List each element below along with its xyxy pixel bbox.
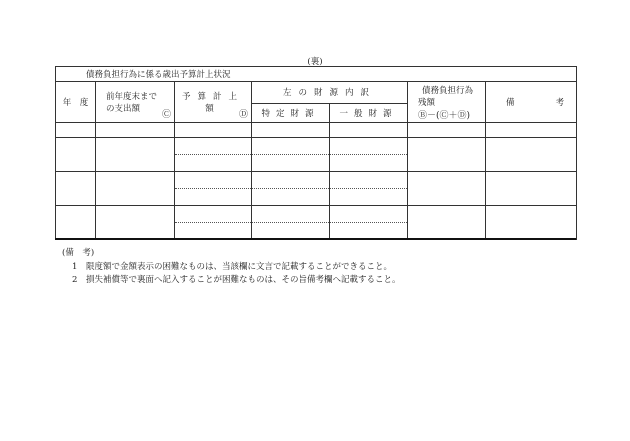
header-source-breakdown [252, 82, 408, 104]
table-cell [96, 123, 175, 138]
table-cell [175, 223, 252, 240]
header-general-source: 一般財源 [330, 103, 408, 122]
budget-status-table [55, 66, 577, 240]
table-cell [486, 206, 577, 240]
table-cell [175, 138, 252, 155]
note-text: 限度額で金額表示の困難なものは、当該欄に文言で記載することができること。 [86, 261, 393, 272]
table-cell [96, 138, 175, 172]
table-cell [175, 123, 252, 138]
table-cell [56, 123, 96, 138]
note-number: 2 [72, 275, 78, 285]
note-item-1 [62, 261, 401, 275]
table-cell [486, 172, 577, 206]
note-text: 損失補償等で裏面へ記入することが困難なものは、その旨備考欄へ記載すること。 [86, 275, 401, 285]
table-cell [252, 206, 330, 223]
table-cell [486, 123, 577, 138]
table-cell [330, 172, 408, 189]
mark-c-icon: Ⓒ [161, 110, 171, 120]
table-cell [330, 138, 408, 155]
table-cell [330, 123, 408, 138]
table-bottom-rule [55, 238, 576, 240]
header-source-breakdown-label: 左の財源内訳 [282, 88, 376, 99]
note-number: 1 [72, 261, 78, 272]
header-remarks [486, 82, 577, 123]
table-cell [175, 189, 252, 206]
header-specific-source: 特定財源 [252, 103, 330, 122]
header-budget-label: 予算計上額 [181, 92, 244, 114]
header-prior-spent [96, 82, 175, 123]
header-remaining [408, 82, 486, 123]
header-year: 年 度 [56, 82, 96, 123]
table-cell [330, 223, 408, 240]
table-cell [408, 123, 486, 138]
table-row [56, 172, 577, 189]
note-item-2 [62, 274, 401, 288]
table-row [56, 206, 577, 223]
header-remarks-left: 備 [506, 98, 515, 108]
table-cell [175, 206, 252, 223]
table-row [56, 138, 577, 155]
table-caption-text: 債務負担行為に係る歳出予算計上状況 [86, 70, 231, 80]
table-row [56, 123, 577, 138]
table-cell [56, 206, 96, 240]
table-cell [96, 206, 175, 240]
table-cell [408, 138, 486, 172]
table-cell [330, 206, 408, 223]
header-budget [175, 82, 252, 123]
table-cell [408, 206, 486, 240]
table-cell [252, 189, 330, 206]
table-cell [252, 223, 330, 240]
table-cell [175, 172, 252, 189]
header-remaining-formula: Ⓑ－(Ⓒ＋Ⓓ) [418, 110, 471, 121]
table-caption [56, 67, 577, 82]
mark-d-icon: Ⓓ [238, 110, 248, 120]
table-cell [175, 155, 252, 172]
header-remaining-line1: 債務負担行為 [422, 85, 474, 96]
table-cell [252, 155, 330, 172]
table-cell [252, 123, 330, 138]
table-cell [252, 138, 330, 155]
table-cell [252, 172, 330, 189]
table-cell [330, 155, 408, 172]
table-cell [96, 172, 175, 206]
header-prior-spent-line2: の支出額 [106, 104, 141, 114]
notes-heading: (備 考) [62, 248, 95, 258]
table-cell [486, 138, 577, 172]
page-side-label: (裏) [307, 57, 323, 67]
header-prior-spent-line1: 前年度末まで [106, 92, 158, 102]
table-cell [56, 138, 96, 172]
table-cell [56, 172, 96, 206]
notes-section [62, 247, 401, 288]
header-remaining-line2: 残額 [418, 97, 436, 108]
table-cell [330, 189, 408, 206]
header-remarks-right: 考 [555, 98, 565, 108]
table-cell [408, 172, 486, 206]
